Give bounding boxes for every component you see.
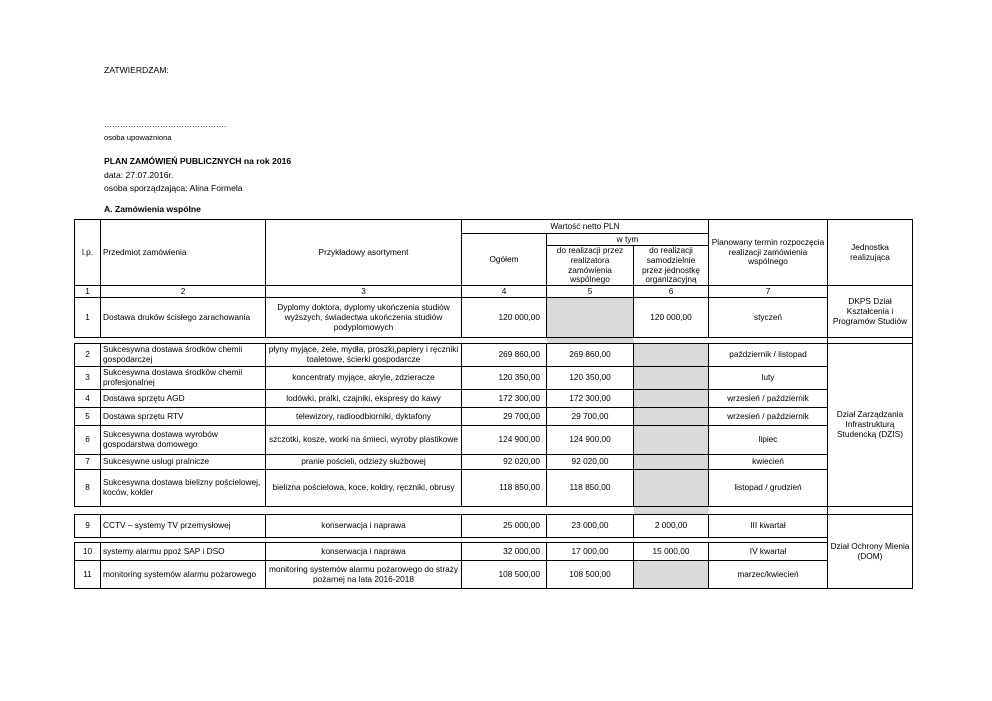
row-assortment: bielizna pościelowa, koce, kołdry, ręczniki, obrusy xyxy=(266,470,462,507)
unit-dom: Dział Ochrony Mienia (DOM) xyxy=(828,515,913,589)
row-start: III kwartał xyxy=(709,515,828,538)
column-number: 3 xyxy=(266,286,462,298)
row-unit-value: 15 000,00 xyxy=(634,543,709,561)
row-subject: monitoring systemów alarmu pożarowego xyxy=(101,561,266,589)
row-assortment: telewizory, radioodbiorniki, dyktafony xyxy=(266,408,462,426)
row-start: wrzesień / październik xyxy=(709,390,828,408)
row-unit-value: 2 000,00 xyxy=(634,515,709,538)
row-unit-value xyxy=(634,561,709,589)
row-assortment: konserwacja i naprawa xyxy=(266,543,462,561)
header-unit: Jednostka realizująca xyxy=(828,220,913,286)
row-realizator-value: 124 900,00 xyxy=(547,426,634,455)
row-total: 25 000,00 xyxy=(462,515,547,538)
row-realizator-value: 23 000,00 xyxy=(547,515,634,538)
row-total: 32 000,00 xyxy=(462,543,547,561)
row-assortment: koncentraty myjące, akryle, zdzieracze xyxy=(266,367,462,390)
row-assortment: Dyplomy doktora, dyplomy ukończenia studiów wyższych, świadectwa ukończenia studiów podyplomowych xyxy=(266,298,462,338)
row-subject: Sukcesywna dostawa wyrobów gospodarstwa domowego xyxy=(101,426,266,455)
row-lp: 11 xyxy=(75,561,101,589)
row-subject: CCTV – systemy TV przemysłowej xyxy=(101,515,266,538)
authorized-person-label: osoba upoważniona xyxy=(104,133,172,142)
row-subject: Sukcesywne usługi pralnicze xyxy=(101,455,266,470)
unit-dkps: DKPS Dział Kształcenia i Programów Studiów xyxy=(828,286,913,338)
row-lp: 8 xyxy=(75,470,101,507)
row-total: 120 350,00 xyxy=(462,367,547,390)
row-realizator-value: 29 700,00 xyxy=(547,408,634,426)
row-lp: 2 xyxy=(75,344,101,367)
column-number: 1 xyxy=(75,286,101,298)
row-start: wrzesień / październik xyxy=(709,408,828,426)
row-lp: 9 xyxy=(75,515,101,538)
document-date: data: 27.07.2016r. xyxy=(104,170,174,180)
row-unit-value xyxy=(634,390,709,408)
row-lp: 6 xyxy=(75,426,101,455)
row-unit-value xyxy=(634,408,709,426)
column-number: 5 xyxy=(547,286,634,298)
column-number: 4 xyxy=(462,286,547,298)
signature-dots: ………………………………………. xyxy=(104,120,227,129)
row-total: 120 000,00 xyxy=(462,298,547,338)
row-lp: 1 xyxy=(75,298,101,338)
row-subject: Dostawa sprzętu AGD xyxy=(101,390,266,408)
column-number: 7 xyxy=(709,286,828,298)
row-total: 92 020,00 xyxy=(462,455,547,470)
row-unit-value xyxy=(634,470,709,507)
table-row xyxy=(75,561,913,589)
table-row xyxy=(75,408,913,426)
row-lp: 7 xyxy=(75,455,101,470)
row-start: lipiec xyxy=(709,426,828,455)
row-subject: Sukcesywna dostawa środków chemii gospodarczej xyxy=(101,344,266,367)
row-realizator-value xyxy=(547,298,634,338)
row-unit-value: 120 000,00 xyxy=(634,298,709,338)
table-row xyxy=(75,367,913,390)
row-subject: Sukcesywna dostawa środków chemii profesjonalnej xyxy=(101,367,266,390)
row-realizator-value: 17 000,00 xyxy=(547,543,634,561)
table-row xyxy=(75,426,913,455)
row-assortment: monitoring systemów alarmu pożarowego do straży pożarnej na lata 2016-2018 xyxy=(266,561,462,589)
row-assortment: konserwacja i naprawa xyxy=(266,515,462,538)
row-unit-value xyxy=(634,455,709,470)
row-unit-value xyxy=(634,344,709,367)
row-assortment: pranie pościeli, odzieży służbowej xyxy=(266,455,462,470)
table-row xyxy=(75,390,913,408)
row-unit-value xyxy=(634,367,709,390)
row-start: październik / listopad xyxy=(709,344,828,367)
row-lp: 4 xyxy=(75,390,101,408)
row-start: listopad / grudzień xyxy=(709,470,828,507)
unit-dzis: Dział Zarządzania Infrastrukturą Studencką (DZIS) xyxy=(828,344,913,507)
section-heading: A. Zamówienia wspólne xyxy=(104,204,201,214)
table-row xyxy=(75,455,913,470)
header-of-which: w tym xyxy=(547,234,709,246)
preparer-line: osoba sporządzająca: Alina Formela xyxy=(104,183,243,193)
row-total: 269 860,00 xyxy=(462,344,547,367)
row-realizator-value: 172 300,00 xyxy=(547,390,634,408)
row-total: 108 500,00 xyxy=(462,561,547,589)
row-start: styczeń xyxy=(709,298,828,338)
header-by-realizator: do realizacji przez realizatora zamówienia wspólnego xyxy=(547,246,634,286)
table-row xyxy=(75,298,913,338)
header-subject: Przedmiot zamówienia xyxy=(101,220,266,286)
row-assortment: płyny myjące, żele, mydła, proszki,papiery i ręczniki toaletowe, ścierki gospodarcze xyxy=(266,344,462,367)
row-total: 124 900,00 xyxy=(462,426,547,455)
row-start: luty xyxy=(709,367,828,390)
row-subject: Dostawa druków ścisłego zarachowania xyxy=(101,298,266,338)
table-row xyxy=(75,543,913,561)
header-assortment: Przykładowy asortyment xyxy=(266,220,462,286)
row-realizator-value: 118 850,00 xyxy=(547,470,634,507)
header-value-group: Wartość netto PLN xyxy=(462,220,709,234)
row-subject: Dostawa sprzętu RTV xyxy=(101,408,266,426)
row-lp: 10 xyxy=(75,543,101,561)
table-row xyxy=(75,515,913,538)
column-number: 2 xyxy=(101,286,266,298)
row-assortment: lodówki, pralki, czajniki, ekspresy do kawy xyxy=(266,390,462,408)
row-start: IV kwartał xyxy=(709,543,828,561)
row-realizator-value: 120 350,00 xyxy=(547,367,634,390)
header-by-unit: do realizacji samodzielnie przez jednostkę organizacyjną xyxy=(634,246,709,286)
header-lp: l.p. xyxy=(75,220,101,286)
row-start: marzec/kwiecień xyxy=(709,561,828,589)
row-subject: Sukcesywna dostawa bielizny pościelowej, koców, kołder xyxy=(101,470,266,507)
procurement-plan-table xyxy=(74,219,913,589)
header-start: Planowany termin rozpoczęcia realizacji zamówienia wspólnego xyxy=(709,220,828,286)
row-start: kwiecień xyxy=(709,455,828,470)
row-assortment: szczotki, kosze, worki na śmieci, wyroby plastikowe xyxy=(266,426,462,455)
row-subject: systemy alarmu ppoż SAP i DSO xyxy=(101,543,266,561)
row-unit-value xyxy=(634,426,709,455)
row-lp: 5 xyxy=(75,408,101,426)
row-lp: 3 xyxy=(75,367,101,390)
row-total: 29 700,00 xyxy=(462,408,547,426)
column-number: 6 xyxy=(634,286,709,298)
table-row xyxy=(75,470,913,507)
row-realizator-value: 108 500,00 xyxy=(547,561,634,589)
row-realizator-value: 269 860,00 xyxy=(547,344,634,367)
table-row xyxy=(75,344,913,367)
document-title: PLAN ZAMÓWIEŃ PUBLICZNYCH na rok 2016 xyxy=(104,156,292,166)
header-total: Ogółem xyxy=(462,234,547,286)
approve-label: ZATWIERDZAM: xyxy=(104,65,169,75)
row-total: 118 850,00 xyxy=(462,470,547,507)
row-total: 172 300,00 xyxy=(462,390,547,408)
row-realizator-value: 92 020,00 xyxy=(547,455,634,470)
